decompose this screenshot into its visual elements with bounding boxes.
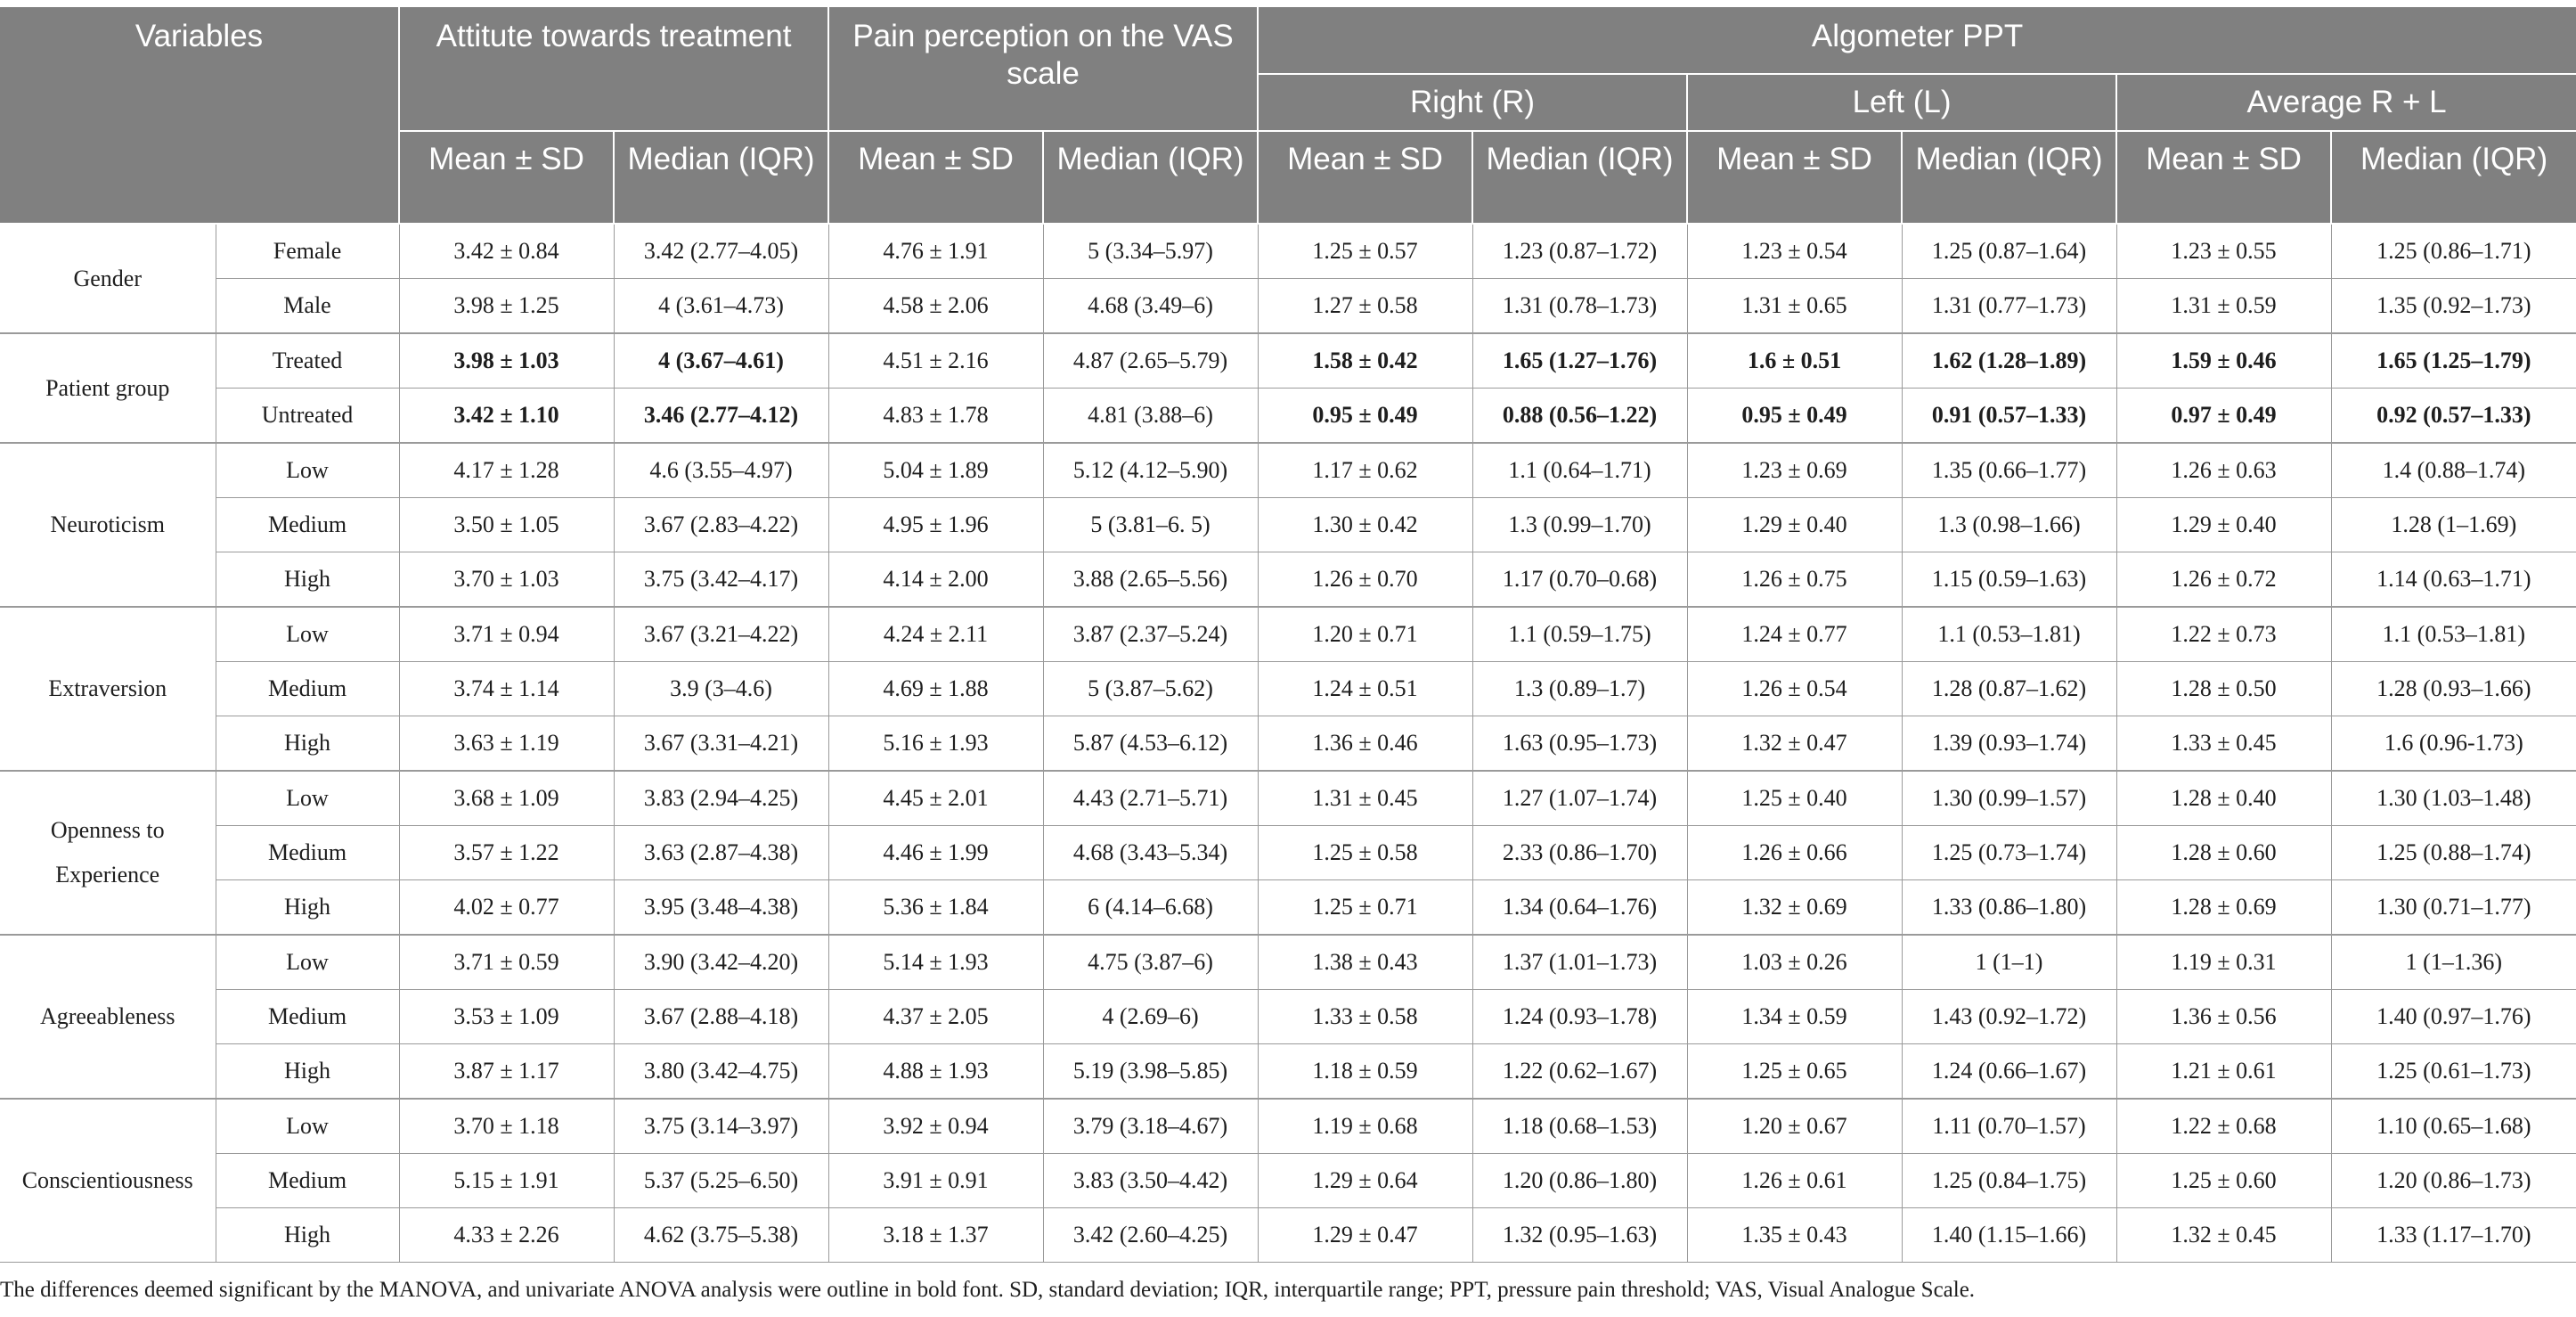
row-subgroup-label: Medium — [216, 826, 399, 880]
table-cell: 3.42 ± 0.84 — [399, 224, 614, 279]
table-cell: 1.32 ± 0.47 — [1687, 716, 1902, 772]
table-cell: 5 (3.81–6. 5) — [1043, 498, 1258, 552]
table-cell: 1.62 (1.28–1.89) — [1902, 333, 2116, 389]
table-cell: 1.28 ± 0.50 — [2116, 662, 2331, 716]
table-row — [0, 662, 2576, 716]
row-group-label: Agreeableness — [0, 935, 216, 1099]
table-cell: 3.9 (3–4.6) — [614, 662, 828, 716]
table-cell: 3.67 (3.31–4.21) — [614, 716, 828, 772]
table-cell: 3.42 (2.77–4.05) — [614, 224, 828, 279]
table-cell: 1.26 ± 0.54 — [1687, 662, 1902, 716]
table-cell: 1.25 (0.84–1.75) — [1902, 1154, 2116, 1208]
table-cell: 0.95 ± 0.49 — [1687, 389, 1902, 444]
table-cell: 5.15 ± 1.91 — [399, 1154, 614, 1208]
row-subgroup-label: High — [216, 880, 399, 936]
table-cell: 4.62 (3.75–5.38) — [614, 1208, 828, 1263]
table-cell: 1.3 (0.99–1.70) — [1472, 498, 1687, 552]
table-cell: 2.33 (0.86–1.70) — [1472, 826, 1687, 880]
table-cell: 1.59 ± 0.46 — [2116, 333, 2331, 389]
table-cell: 1.23 ± 0.69 — [1687, 443, 1902, 498]
row-subgroup-label: High — [216, 1044, 399, 1100]
table-row — [0, 1099, 2576, 1154]
table-cell: 1.29 ± 0.64 — [1258, 1154, 1472, 1208]
table-cell: 1 (1–1) — [1902, 935, 2116, 990]
table-cell: 1.28 ± 0.40 — [2116, 771, 2331, 826]
table-cell: 4.88 ± 1.93 — [828, 1044, 1043, 1100]
table-cell: 4.51 ± 2.16 — [828, 333, 1043, 389]
table-row — [0, 443, 2576, 498]
table-cell: 3.67 (2.83–4.22) — [614, 498, 828, 552]
table-cell: 1.32 ± 0.45 — [2116, 1208, 2331, 1263]
table-cell: 1.65 (1.27–1.76) — [1472, 333, 1687, 389]
table-cell: 3.67 (3.21–4.22) — [614, 607, 828, 662]
table-cell: 3.63 ± 1.19 — [399, 716, 614, 772]
table-cell: 1.19 ± 0.31 — [2116, 935, 2331, 990]
table-cell: 1.25 (0.73–1.74) — [1902, 826, 2116, 880]
table-cell: 3.91 ± 0.91 — [828, 1154, 1043, 1208]
header-attitude: Attitute towards treatment — [399, 7, 828, 131]
table-cell: 3.42 ± 1.10 — [399, 389, 614, 444]
header-mean-sd: Mean ± SD — [1258, 131, 1472, 224]
table-cell: 1.33 ± 0.45 — [2116, 716, 2331, 772]
row-subgroup-label: Low — [216, 443, 399, 498]
row-subgroup-label: Low — [216, 607, 399, 662]
table-cell: 3.67 (2.88–4.18) — [614, 990, 828, 1044]
table-cell: 4.17 ± 1.28 — [399, 443, 614, 498]
table-cell: 1.3 (0.98–1.66) — [1902, 498, 2116, 552]
table-cell: 1.29 ± 0.40 — [2116, 498, 2331, 552]
table-cell: 1.40 (1.15–1.66) — [1902, 1208, 2116, 1263]
table-cell: 3.70 ± 1.03 — [399, 552, 614, 608]
table-cell: 1.23 (0.87–1.72) — [1472, 224, 1687, 279]
table-row — [0, 279, 2576, 334]
table-row — [0, 498, 2576, 552]
table-cell: 1.39 (0.93–1.74) — [1902, 716, 2116, 772]
header-average: Average R + L — [2116, 74, 2576, 131]
row-group-label: Extraversion — [0, 607, 216, 771]
header-median-iqr: Median (IQR) — [614, 131, 828, 224]
table-cell: 3.70 ± 1.18 — [399, 1099, 614, 1154]
table-cell: 3.80 (3.42–4.75) — [614, 1044, 828, 1100]
table-cell: 4.58 ± 2.06 — [828, 279, 1043, 334]
table-cell: 1.25 (0.86–1.71) — [2331, 224, 2576, 279]
table-cell: 3.90 (3.42–4.20) — [614, 935, 828, 990]
table-cell: 4.43 (2.71–5.71) — [1043, 771, 1258, 826]
table-cell: 5.04 ± 1.89 — [828, 443, 1043, 498]
table-cell: 4.45 ± 2.01 — [828, 771, 1043, 826]
table-cell: 1.18 (0.68–1.53) — [1472, 1099, 1687, 1154]
table-cell: 4.02 ± 0.77 — [399, 880, 614, 936]
table-cell: 1.29 ± 0.40 — [1687, 498, 1902, 552]
table-row — [0, 1154, 2576, 1208]
table-cell: 1.36 ± 0.56 — [2116, 990, 2331, 1044]
table-cell: 1.25 (0.88–1.74) — [2331, 826, 2576, 880]
table-cell: 1.30 (0.99–1.57) — [1902, 771, 2116, 826]
table-cell: 1.28 ± 0.69 — [2116, 880, 2331, 936]
table-cell: 1.63 (0.95–1.73) — [1472, 716, 1687, 772]
table-cell: 1.1 (0.59–1.75) — [1472, 607, 1687, 662]
table-row — [0, 1208, 2576, 1263]
table-cell: 1.23 ± 0.54 — [1687, 224, 1902, 279]
table-cell: 0.97 ± 0.49 — [2116, 389, 2331, 444]
table-cell: 1.17 ± 0.62 — [1258, 443, 1472, 498]
table-cell: 1.32 (0.95–1.63) — [1472, 1208, 1687, 1263]
table-cell: 1.27 (1.07–1.74) — [1472, 771, 1687, 826]
table-cell: 1.25 ± 0.71 — [1258, 880, 1472, 936]
row-subgroup-label: Female — [216, 224, 399, 279]
table-row — [0, 771, 2576, 826]
table-cell: 4.6 (3.55–4.97) — [614, 443, 828, 498]
table-cell: 4.24 ± 2.11 — [828, 607, 1043, 662]
table-cell: 3.50 ± 1.05 — [399, 498, 614, 552]
table-cell: 5 (3.87–5.62) — [1043, 662, 1258, 716]
table-cell: 1.20 (0.86–1.73) — [2331, 1154, 2576, 1208]
table-cell: 4.83 ± 1.78 — [828, 389, 1043, 444]
row-subgroup-label: High — [216, 716, 399, 772]
table-cell: 3.92 ± 0.94 — [828, 1099, 1043, 1154]
table-cell: 1.65 (1.25–1.79) — [2331, 333, 2576, 389]
table-cell: 1.34 (0.64–1.76) — [1472, 880, 1687, 936]
table-cell: 1.35 (0.92–1.73) — [2331, 279, 2576, 334]
table-cell: 5.37 (5.25–6.50) — [614, 1154, 828, 1208]
table-cell: 4.69 ± 1.88 — [828, 662, 1043, 716]
table-cell: 1.28 (0.93–1.66) — [2331, 662, 2576, 716]
table-footnote: The differences deemed significant by the MANOVA, and univariate ANOVA analysis were outline in bold font. SD, standard deviation; IQR, interquartile range; PPT, pressure pain threshold; VAS, Visual Analogue Scale. — [0, 1278, 1976, 1302]
table-cell: 1.27 ± 0.58 — [1258, 279, 1472, 334]
table-row — [0, 935, 2576, 990]
table-cell: 5.87 (4.53–6.12) — [1043, 716, 1258, 772]
table-cell: 1.43 (0.92–1.72) — [1902, 990, 2116, 1044]
table-cell: 1.1 (0.64–1.71) — [1472, 443, 1687, 498]
table-cell: 3.98 ± 1.25 — [399, 279, 614, 334]
table-row — [0, 224, 2576, 279]
header-pain-vas: Pain perception on the VAS scale — [828, 7, 1258, 131]
table-row — [0, 333, 2576, 389]
table-cell: 1.36 ± 0.46 — [1258, 716, 1472, 772]
table-cell: 1.25 ± 0.58 — [1258, 826, 1472, 880]
header-mean-sd: Mean ± SD — [1687, 131, 1902, 224]
table-cell: 1.3 (0.89–1.7) — [1472, 662, 1687, 716]
table-cell: 3.87 ± 1.17 — [399, 1044, 614, 1100]
header-right: Right (R) — [1258, 74, 1687, 131]
table-cell: 1.24 (0.66–1.67) — [1902, 1044, 2116, 1100]
table-cell: 4 (2.69–6) — [1043, 990, 1258, 1044]
table-cell: 1.26 ± 0.70 — [1258, 552, 1472, 608]
table-cell: 1.23 ± 0.55 — [2116, 224, 2331, 279]
table-cell: 1.26 ± 0.75 — [1687, 552, 1902, 608]
table-cell: 1.30 (1.03–1.48) — [2331, 771, 2576, 826]
table-cell: 5.12 (4.12–5.90) — [1043, 443, 1258, 498]
table-cell: 1.26 ± 0.72 — [2116, 552, 2331, 608]
table-cell: 1.24 ± 0.77 — [1687, 607, 1902, 662]
table-cell: 1.25 ± 0.60 — [2116, 1154, 2331, 1208]
table-cell: 1.31 ± 0.45 — [1258, 771, 1472, 826]
table-row — [0, 990, 2576, 1044]
table-cell: 4 (3.67–4.61) — [614, 333, 828, 389]
table-cell: 3.83 (2.94–4.25) — [614, 771, 828, 826]
table-cell: 3.71 ± 0.59 — [399, 935, 614, 990]
table-cell: 1.30 ± 0.42 — [1258, 498, 1472, 552]
table-cell: 1.11 (0.70–1.57) — [1902, 1099, 2116, 1154]
table-cell: 4.68 (3.49–6) — [1043, 279, 1258, 334]
table-row — [0, 607, 2576, 662]
table-cell: 4.81 (3.88–6) — [1043, 389, 1258, 444]
table-cell: 1.25 (0.61–1.73) — [2331, 1044, 2576, 1100]
table-cell: 3.75 (3.42–4.17) — [614, 552, 828, 608]
table-cell: 4.95 ± 1.96 — [828, 498, 1043, 552]
table-cell: 1.17 (0.70–0.68) — [1472, 552, 1687, 608]
table-cell: 4.46 ± 1.99 — [828, 826, 1043, 880]
table-cell: 1.20 (0.86–1.80) — [1472, 1154, 1687, 1208]
table-cell: 3.83 (3.50–4.42) — [1043, 1154, 1258, 1208]
row-group-label: Patient group — [0, 333, 216, 443]
table-cell: 3.95 (3.48–4.38) — [614, 880, 828, 936]
header-mean-sd: Mean ± SD — [2116, 131, 2331, 224]
table-cell: 1.22 ± 0.73 — [2116, 607, 2331, 662]
table-cell: 1.24 ± 0.51 — [1258, 662, 1472, 716]
row-subgroup-label: Low — [216, 1099, 399, 1154]
row-subgroup-label: High — [216, 552, 399, 608]
row-subgroup-label: Male — [216, 279, 399, 334]
table-cell: 1.1 (0.53–1.81) — [1902, 607, 2116, 662]
table-row — [0, 716, 2576, 772]
table-cell: 1.31 ± 0.59 — [2116, 279, 2331, 334]
table-cell: 3.63 (2.87–4.38) — [614, 826, 828, 880]
table-cell: 3.75 (3.14–3.97) — [614, 1099, 828, 1154]
header-mean-sd: Mean ± SD — [399, 131, 614, 224]
table-cell: 5.19 (3.98–5.85) — [1043, 1044, 1258, 1100]
table-cell: 4.68 (3.43–5.34) — [1043, 826, 1258, 880]
table-cell: 3.18 ± 1.37 — [828, 1208, 1043, 1263]
row-subgroup-label: High — [216, 1208, 399, 1263]
table-cell: 1.14 (0.63–1.71) — [2331, 552, 2576, 608]
table-cell: 3.79 (3.18–4.67) — [1043, 1099, 1258, 1154]
table-cell: 1.25 ± 0.65 — [1687, 1044, 1902, 1100]
table-cell: 5.14 ± 1.93 — [828, 935, 1043, 990]
row-subgroup-label: Medium — [216, 990, 399, 1044]
table-cell: 1.31 ± 0.65 — [1687, 279, 1902, 334]
table-cell: 1.6 (0.96-1.73) — [2331, 716, 2576, 772]
table-cell: 1.35 (0.66–1.77) — [1902, 443, 2116, 498]
table-cell: 0.91 (0.57–1.33) — [1902, 389, 2116, 444]
table-cell: 1.19 ± 0.68 — [1258, 1099, 1472, 1154]
table-cell: 4.14 ± 2.00 — [828, 552, 1043, 608]
row-subgroup-label: Medium — [216, 1154, 399, 1208]
header-median-iqr: Median (IQR) — [1043, 131, 1258, 224]
header-mean-sd: Mean ± SD — [828, 131, 1043, 224]
table-cell: 3.68 ± 1.09 — [399, 771, 614, 826]
table-cell: 1.30 (0.71–1.77) — [2331, 880, 2576, 936]
table-cell: 1.32 ± 0.69 — [1687, 880, 1902, 936]
table-cell: 3.53 ± 1.09 — [399, 990, 614, 1044]
table-cell: 4 (3.61–4.73) — [614, 279, 828, 334]
table-cell: 3.87 (2.37–5.24) — [1043, 607, 1258, 662]
table-cell: 1.22 ± 0.68 — [2116, 1099, 2331, 1154]
table-cell: 1.18 ± 0.59 — [1258, 1044, 1472, 1100]
header-median-iqr: Median (IQR) — [2331, 131, 2576, 224]
table-row — [0, 552, 2576, 608]
table-cell: 1.20 ± 0.71 — [1258, 607, 1472, 662]
table-cell: 1.6 ± 0.51 — [1687, 333, 1902, 389]
table-cell: 3.71 ± 0.94 — [399, 607, 614, 662]
table-cell: 3.42 (2.60–4.25) — [1043, 1208, 1258, 1263]
table-cell: 1.25 (0.87–1.64) — [1902, 224, 2116, 279]
table-cell: 3.98 ± 1.03 — [399, 333, 614, 389]
table-cell: 1.29 ± 0.47 — [1258, 1208, 1472, 1263]
row-group-label: Neuroticism — [0, 443, 216, 607]
table-cell: 1.15 (0.59–1.63) — [1902, 552, 2116, 608]
table-cell: 1.26 ± 0.63 — [2116, 443, 2331, 498]
row-subgroup-label: Low — [216, 935, 399, 990]
table-cell: 1.35 ± 0.43 — [1687, 1208, 1902, 1263]
row-subgroup-label: Medium — [216, 662, 399, 716]
table-cell: 1.24 (0.93–1.78) — [1472, 990, 1687, 1044]
table-cell: 1.34 ± 0.59 — [1687, 990, 1902, 1044]
table-cell: 5 (3.34–5.97) — [1043, 224, 1258, 279]
table-cell: 1.38 ± 0.43 — [1258, 935, 1472, 990]
table-cell: 1.28 (1–1.69) — [2331, 498, 2576, 552]
table-cell: 1.25 ± 0.57 — [1258, 224, 1472, 279]
row-subgroup-label: Medium — [216, 498, 399, 552]
table-cell: 1.33 ± 0.58 — [1258, 990, 1472, 1044]
table-cell: 1.4 (0.88–1.74) — [2331, 443, 2576, 498]
table-cell: 3.88 (2.65–5.56) — [1043, 552, 1258, 608]
table-cell: 1.20 ± 0.67 — [1687, 1099, 1902, 1154]
header-algometer-ppt: Algometer PPT — [1258, 7, 2576, 74]
table-cell: 4.76 ± 1.91 — [828, 224, 1043, 279]
table-cell: 3.46 (2.77–4.12) — [614, 389, 828, 444]
data-table — [0, 7, 2576, 1263]
table-cell: 6 (4.14–6.68) — [1043, 880, 1258, 936]
table-row — [0, 389, 2576, 444]
table-header — [0, 7, 2576, 224]
table-cell: 1.40 (0.97–1.76) — [2331, 990, 2576, 1044]
data-table-container — [0, 7, 2576, 1263]
header-median-iqr: Median (IQR) — [1902, 131, 2116, 224]
table-cell: 3.57 ± 1.22 — [399, 826, 614, 880]
table-body — [0, 224, 2576, 1263]
table-cell: 1.31 (0.77–1.73) — [1902, 279, 2116, 334]
table-cell: 1.26 ± 0.66 — [1687, 826, 1902, 880]
table-cell: 1.37 (1.01–1.73) — [1472, 935, 1687, 990]
table-cell: 1.26 ± 0.61 — [1687, 1154, 1902, 1208]
table-cell: 1.1 (0.53–1.81) — [2331, 607, 2576, 662]
table-row — [0, 826, 2576, 880]
row-group-label: Gender — [0, 224, 216, 333]
table-row — [0, 880, 2576, 936]
table-cell: 4.75 (3.87–6) — [1043, 935, 1258, 990]
table-cell: 1.03 ± 0.26 — [1687, 935, 1902, 990]
table-cell: 0.92 (0.57–1.33) — [2331, 389, 2576, 444]
table-cell: 1.21 ± 0.61 — [2116, 1044, 2331, 1100]
row-subgroup-label: Untreated — [216, 389, 399, 444]
table-cell: 1.33 (1.17–1.70) — [2331, 1208, 2576, 1263]
table-cell: 1.22 (0.62–1.67) — [1472, 1044, 1687, 1100]
row-subgroup-label: Treated — [216, 333, 399, 389]
table-cell: 5.16 ± 1.93 — [828, 716, 1043, 772]
table-cell: 0.88 (0.56–1.22) — [1472, 389, 1687, 444]
table-cell: 1.31 (0.78–1.73) — [1472, 279, 1687, 334]
table-cell: 1.58 ± 0.42 — [1258, 333, 1472, 389]
table-cell: 0.95 ± 0.49 — [1258, 389, 1472, 444]
table-cell: 5.36 ± 1.84 — [828, 880, 1043, 936]
table-cell: 3.74 ± 1.14 — [399, 662, 614, 716]
row-group-label: Conscientiousness — [0, 1099, 216, 1263]
table-cell: 1.28 (0.87–1.62) — [1902, 662, 2116, 716]
row-subgroup-label: Low — [216, 771, 399, 826]
table-cell: 1.28 ± 0.60 — [2116, 826, 2331, 880]
table-row — [0, 1044, 2576, 1100]
table-cell: 4.33 ± 2.26 — [399, 1208, 614, 1263]
table-cell: 1.10 (0.65–1.68) — [2331, 1099, 2576, 1154]
table-cell: 1 (1–1.36) — [2331, 935, 2576, 990]
header-left: Left (L) — [1687, 74, 2116, 131]
header-variables: Variables — [0, 7, 399, 224]
table-cell: 4.87 (2.65–5.79) — [1043, 333, 1258, 389]
table-cell: 1.33 (0.86–1.80) — [1902, 880, 2116, 936]
table-cell: 4.37 ± 2.05 — [828, 990, 1043, 1044]
table-cell: 1.25 ± 0.40 — [1687, 771, 1902, 826]
row-group-label: Openness to Experience — [0, 771, 216, 935]
header-median-iqr: Median (IQR) — [1472, 131, 1687, 224]
